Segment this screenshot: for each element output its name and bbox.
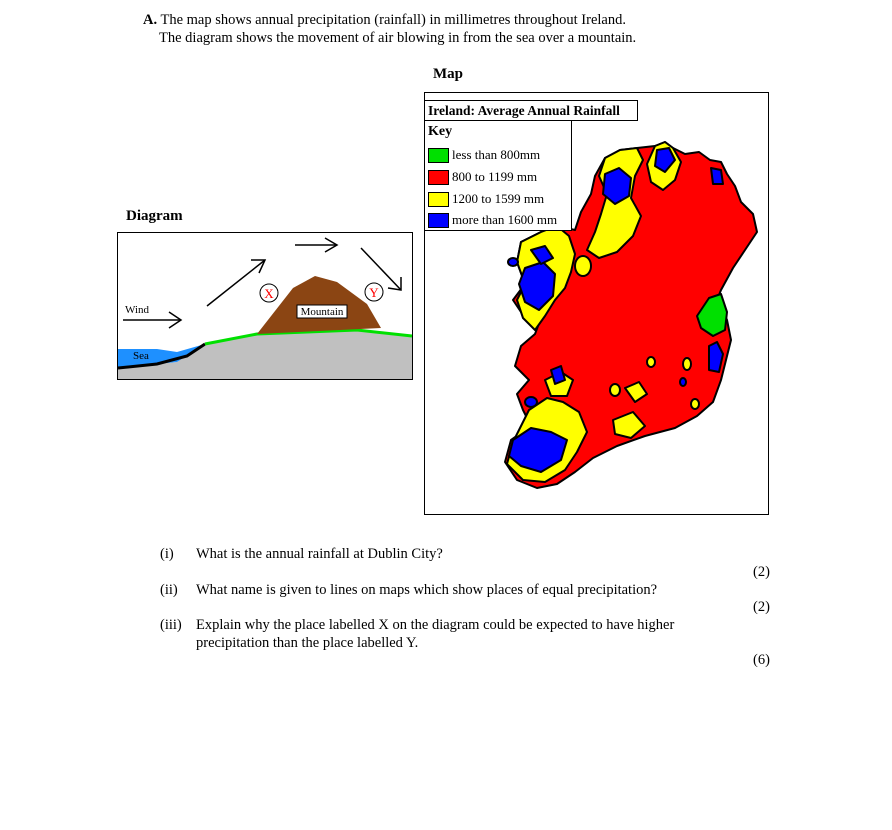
legend-item <box>428 190 544 208</box>
question-1-text: What is the annual rainfall at Dublin City? <box>196 546 443 562</box>
legend-swatch-blue <box>428 213 449 228</box>
point-x-label: X <box>264 286 274 301</box>
question-2-marks: (2) <box>753 599 770 615</box>
legend-label: more than 1600 mm <box>452 212 558 227</box>
region-1600-plus-east <box>711 168 723 184</box>
question-3-text-line-1: Explain why the place labelled X on the diagram could be expected to have higher <box>196 617 675 633</box>
map-heading: Map <box>433 66 463 82</box>
legend-label: 1200 to 1599 mm <box>452 191 545 206</box>
legend-swatch-red <box>428 170 449 185</box>
question-2-number: (ii) <box>160 582 178 598</box>
intro-line-1 <box>143 11 763 29</box>
intro-sentence-1: The map shows annual precipitation (rainfall) in millimetres throughout Ireland. <box>160 12 626 28</box>
yellow-patch-4 <box>610 384 620 396</box>
legend-title: Key <box>428 124 453 139</box>
blue-dot-3 <box>680 378 686 386</box>
intro-line-2: The diagram shows the movement of air blowing in from the sea over a mountain. <box>159 30 637 46</box>
question-3-text-line-2: precipitation than the place labelled Y. <box>196 635 419 651</box>
orographic-rainfall-diagram <box>117 232 414 382</box>
question-3-number: (iii) <box>160 617 182 633</box>
question-1-number: (i) <box>160 546 174 562</box>
section-label: A. <box>143 12 158 28</box>
wind-label: Wind <box>125 304 149 316</box>
question-2-text: What name is given to lines on maps which show places of equal precipitation? <box>196 582 658 598</box>
question-1-marks: (2) <box>753 564 770 580</box>
legend-label: less than 800mm <box>452 147 541 162</box>
point-y-label: Y <box>369 285 379 300</box>
yellow-patch-2 <box>647 357 655 367</box>
yellow-patch-5 <box>691 399 699 409</box>
blue-dot-1 <box>525 397 537 407</box>
yellow-patch-1 <box>575 256 591 276</box>
legend-item <box>428 211 557 229</box>
mountain-label: Mountain <box>300 306 344 318</box>
diagram-heading: Diagram <box>126 208 183 224</box>
legend-item <box>428 146 540 164</box>
yellow-patch-3 <box>683 358 691 370</box>
legend-item <box>428 168 537 186</box>
blue-dot-2 <box>508 258 518 266</box>
legend-swatch-green <box>428 148 449 163</box>
legend-swatch-yellow <box>428 192 449 207</box>
question-3-marks: (6) <box>753 652 770 668</box>
legend-label: 800 to 1199 mm <box>452 169 538 184</box>
intro-text <box>143 11 763 47</box>
sea-label: Sea <box>133 350 149 362</box>
map-title: Ireland: Average Annual Rainfall <box>424 100 638 121</box>
